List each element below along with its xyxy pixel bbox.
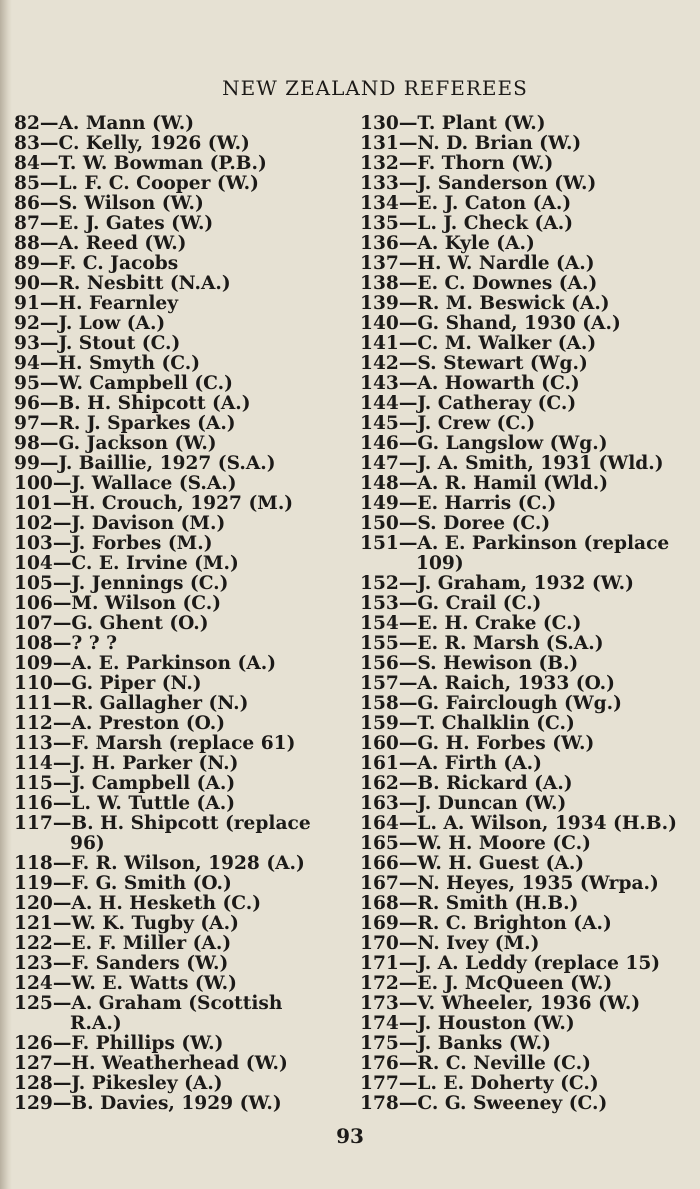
left-column — [14, 114, 334, 1114]
referee-entry: 173—V. Wheeler, 1936 (W.) — [360, 993, 641, 1014]
referee-entry: 124—W. E. Watts (W.) — [14, 973, 237, 994]
referee-entry: 141—C. M. Walker (A.) — [360, 333, 597, 354]
referee-entry: 96—B. H. Shipcott (A.) — [14, 393, 251, 414]
referee-entry: 147—J. A. Smith, 1931 (Wld.) — [360, 453, 664, 474]
referee-entry: 99—J. Baillie, 1927 (S.A.) — [14, 453, 276, 474]
referee-entry: 176—R. C. Neville (C.) — [360, 1053, 591, 1074]
referee-entry: 85—L. F. C. Cooper (W.) — [14, 173, 259, 194]
referee-entry: 148—A. R. Hamil (Wld.) — [360, 473, 609, 494]
referee-entry: 156—S. Hewison (B.) — [360, 653, 579, 674]
referee-entry: 146—G. Langslow (Wg.) — [360, 433, 608, 454]
referee-entry: 84—T. W. Bowman (P.B.) — [14, 153, 267, 174]
referee-entry: 171—J. A. Leddy (replace 15) — [360, 953, 661, 974]
referee-entry: 119—F. G. Smith (O.) — [14, 873, 232, 894]
referee-entry: 103—J. Forbes (M.) — [14, 533, 213, 554]
referee-entry: 138—E. C. Downes (A.) — [360, 273, 598, 294]
referee-entry: 115—J. Campbell (A.) — [14, 773, 236, 794]
referee-entry: 123—F. Sanders (W.) — [14, 953, 229, 974]
referee-entry: 169—R. C. Brighton (A.) — [360, 913, 612, 934]
referee-entry: 177—L. E. Doherty (C.) — [360, 1073, 599, 1094]
referee-entry: 108—? ? ? — [14, 633, 118, 654]
referee-entry: 150—S. Doree (C.) — [360, 513, 551, 534]
page-edge-shadow — [0, 0, 12, 1189]
referee-entry: 97—R. J. Sparkes (A.) — [14, 413, 236, 434]
referee-entry: 155—E. R. Marsh (S.A.) — [360, 633, 604, 654]
referee-entry: 102—J. Davison (M.) — [14, 513, 226, 534]
referee-entry: 161—A. Firth (A.) — [360, 753, 542, 774]
referee-entry: 111—R. Gallagher (N.) — [14, 693, 249, 714]
referee-entry: 160—G. H. Forbes (W.) — [360, 733, 595, 754]
referee-entry: 132—F. Thorn (W.) — [360, 153, 554, 174]
referee-entry: 94—H. Smyth (C.) — [14, 353, 201, 374]
referee-entry: 117—B. H. Shipcott (replace — [14, 813, 311, 834]
referee-entry: 163—J. Duncan (W.) — [360, 793, 567, 814]
referee-entry: 152—J. Graham, 1932 (W.) — [360, 573, 634, 594]
referee-entry: 151—A. E. Parkinson (replace — [360, 533, 670, 554]
referee-entry: 166—W. H. Guest (A.) — [360, 853, 585, 874]
referee-entry: 164—L. A. Wilson, 1934 (H.B.) — [360, 813, 677, 834]
referee-entry: 126—F. Phillips (W.) — [14, 1033, 224, 1054]
referee-entry: 106—M. Wilson (C.) — [14, 593, 222, 614]
referee-entry: 93—J. Stout (C.) — [14, 333, 181, 354]
referee-entry: 136—A. Kyle (A.) — [360, 233, 535, 254]
referee-entry: 110—G. Piper (N.) — [14, 673, 202, 694]
referee-entry: 168—R. Smith (H.B.) — [360, 893, 579, 914]
referee-entry: 98—G. Jackson (W.) — [14, 433, 217, 454]
referee-entry: 112—A. Preston (O.) — [14, 713, 226, 734]
referee-entry: 125—A. Graham (Scottish — [14, 993, 283, 1014]
referee-entry: 178—C. G. Sweeney (C.) — [360, 1093, 608, 1114]
referee-entry: 165—W. H. Moore (C.) — [360, 833, 591, 854]
referee-entry: 104—C. E. Irvine (M.) — [14, 553, 239, 574]
referee-entry: 88—A. Reed (W.) — [14, 233, 187, 254]
referee-entry: 140—G. Shand, 1930 (A.) — [360, 313, 621, 334]
referee-entry: 114—J. H. Parker (N.) — [14, 753, 239, 774]
referee-entry: 86—S. Wilson (W.) — [14, 193, 204, 214]
referee-entry: 174—J. Houston (W.) — [360, 1013, 575, 1034]
referee-entry: 83—C. Kelly, 1926 (W.) — [14, 133, 250, 154]
referee-entry: 170—N. Ivey (M.) — [360, 933, 540, 954]
referee-entry: 129—B. Davies, 1929 (W.) — [14, 1093, 282, 1114]
referee-entry: 118—F. R. Wilson, 1928 (A.) — [14, 853, 305, 874]
referee-entry: 109—A. E. Parkinson (A.) — [14, 653, 277, 674]
referee-entry: 91—H. Fearnley — [14, 293, 179, 314]
referee-entry: 131—N. D. Brian (W.) — [360, 133, 582, 154]
referee-entry: 92—J. Low (A.) — [14, 313, 166, 334]
referee-entry: 109) — [416, 553, 464, 574]
referee-entry: 172—E. J. McQueen (W.) — [360, 973, 613, 994]
referee-entry: 120—A. H. Hesketh (C.) — [14, 893, 261, 914]
referee-entry: 135—L. J. Check (A.) — [360, 213, 574, 234]
referee-entry: 159—T. Chalklin (C.) — [360, 713, 575, 734]
referee-entry: 158—G. Fairclough (Wg.) — [360, 693, 622, 714]
referee-entry: 167—N. Heyes, 1935 (Wrpa.) — [360, 873, 659, 894]
referee-entry: 113—F. Marsh (replace 61) — [14, 733, 296, 754]
referee-entry: 100—J. Wallace (S.A.) — [14, 473, 237, 494]
referee-entry: 153—G. Crail (C.) — [360, 593, 542, 614]
right-column — [360, 114, 690, 1114]
referee-entry: 139—R. M. Beswick (A.) — [360, 293, 610, 314]
referee-entry: 122—E. F. Miller (A.) — [14, 933, 232, 954]
page-heading: NEW ZEALAND REFEREES — [222, 76, 528, 100]
referee-entry: 175—J. Banks (W.) — [360, 1033, 551, 1054]
referee-entry: 142—S. Stewart (Wg.) — [360, 353, 588, 374]
referee-entry: 90—R. Nesbitt (N.A.) — [14, 273, 231, 294]
referee-entry: 105—J. Jennings (C.) — [14, 573, 229, 594]
referee-entry: 87—E. J. Gates (W.) — [14, 213, 214, 234]
referee-entry: 107—G. Ghent (O.) — [14, 613, 209, 634]
referee-entry: 133—J. Sanderson (W.) — [360, 173, 597, 194]
referee-entry: 96) — [70, 833, 105, 854]
referee-entry: 134—E. J. Caton (A.) — [360, 193, 572, 214]
referee-entry: 143—A. Howarth (C.) — [360, 373, 580, 394]
referee-entry: R.A.) — [70, 1013, 122, 1034]
page-number: 93 — [336, 1124, 364, 1148]
referee-entry: 82—A. Mann (W.) — [14, 113, 195, 134]
referee-entry: 101—H. Crouch, 1927 (M.) — [14, 493, 294, 514]
referee-entry: 95—W. Campbell (C.) — [14, 373, 233, 394]
referee-entry: 130—T. Plant (W.) — [360, 113, 546, 134]
referee-entry: 154—E. H. Crake (C.) — [360, 613, 582, 634]
referee-entry: 89—F. C. Jacobs — [14, 253, 179, 274]
referee-entry: 144—J. Catheray (C.) — [360, 393, 577, 414]
referee-entry: 162—B. Rickard (A.) — [360, 773, 573, 794]
referee-entry: 149—E. Harris (C.) — [360, 493, 557, 514]
referee-entry: 137—H. W. Nardle (A.) — [360, 253, 595, 274]
referee-entry: 128—J. Pikesley (A.) — [14, 1073, 223, 1094]
referee-entry: 116—L. W. Tuttle (A.) — [14, 793, 236, 814]
referee-entry: 127—H. Weatherhead (W.) — [14, 1053, 288, 1074]
referee-entry: 157—A. Raich, 1933 (O.) — [360, 673, 615, 694]
referee-entry: 121—W. K. Tugby (A.) — [14, 913, 239, 934]
referee-entry: 145—J. Crew (C.) — [360, 413, 536, 434]
